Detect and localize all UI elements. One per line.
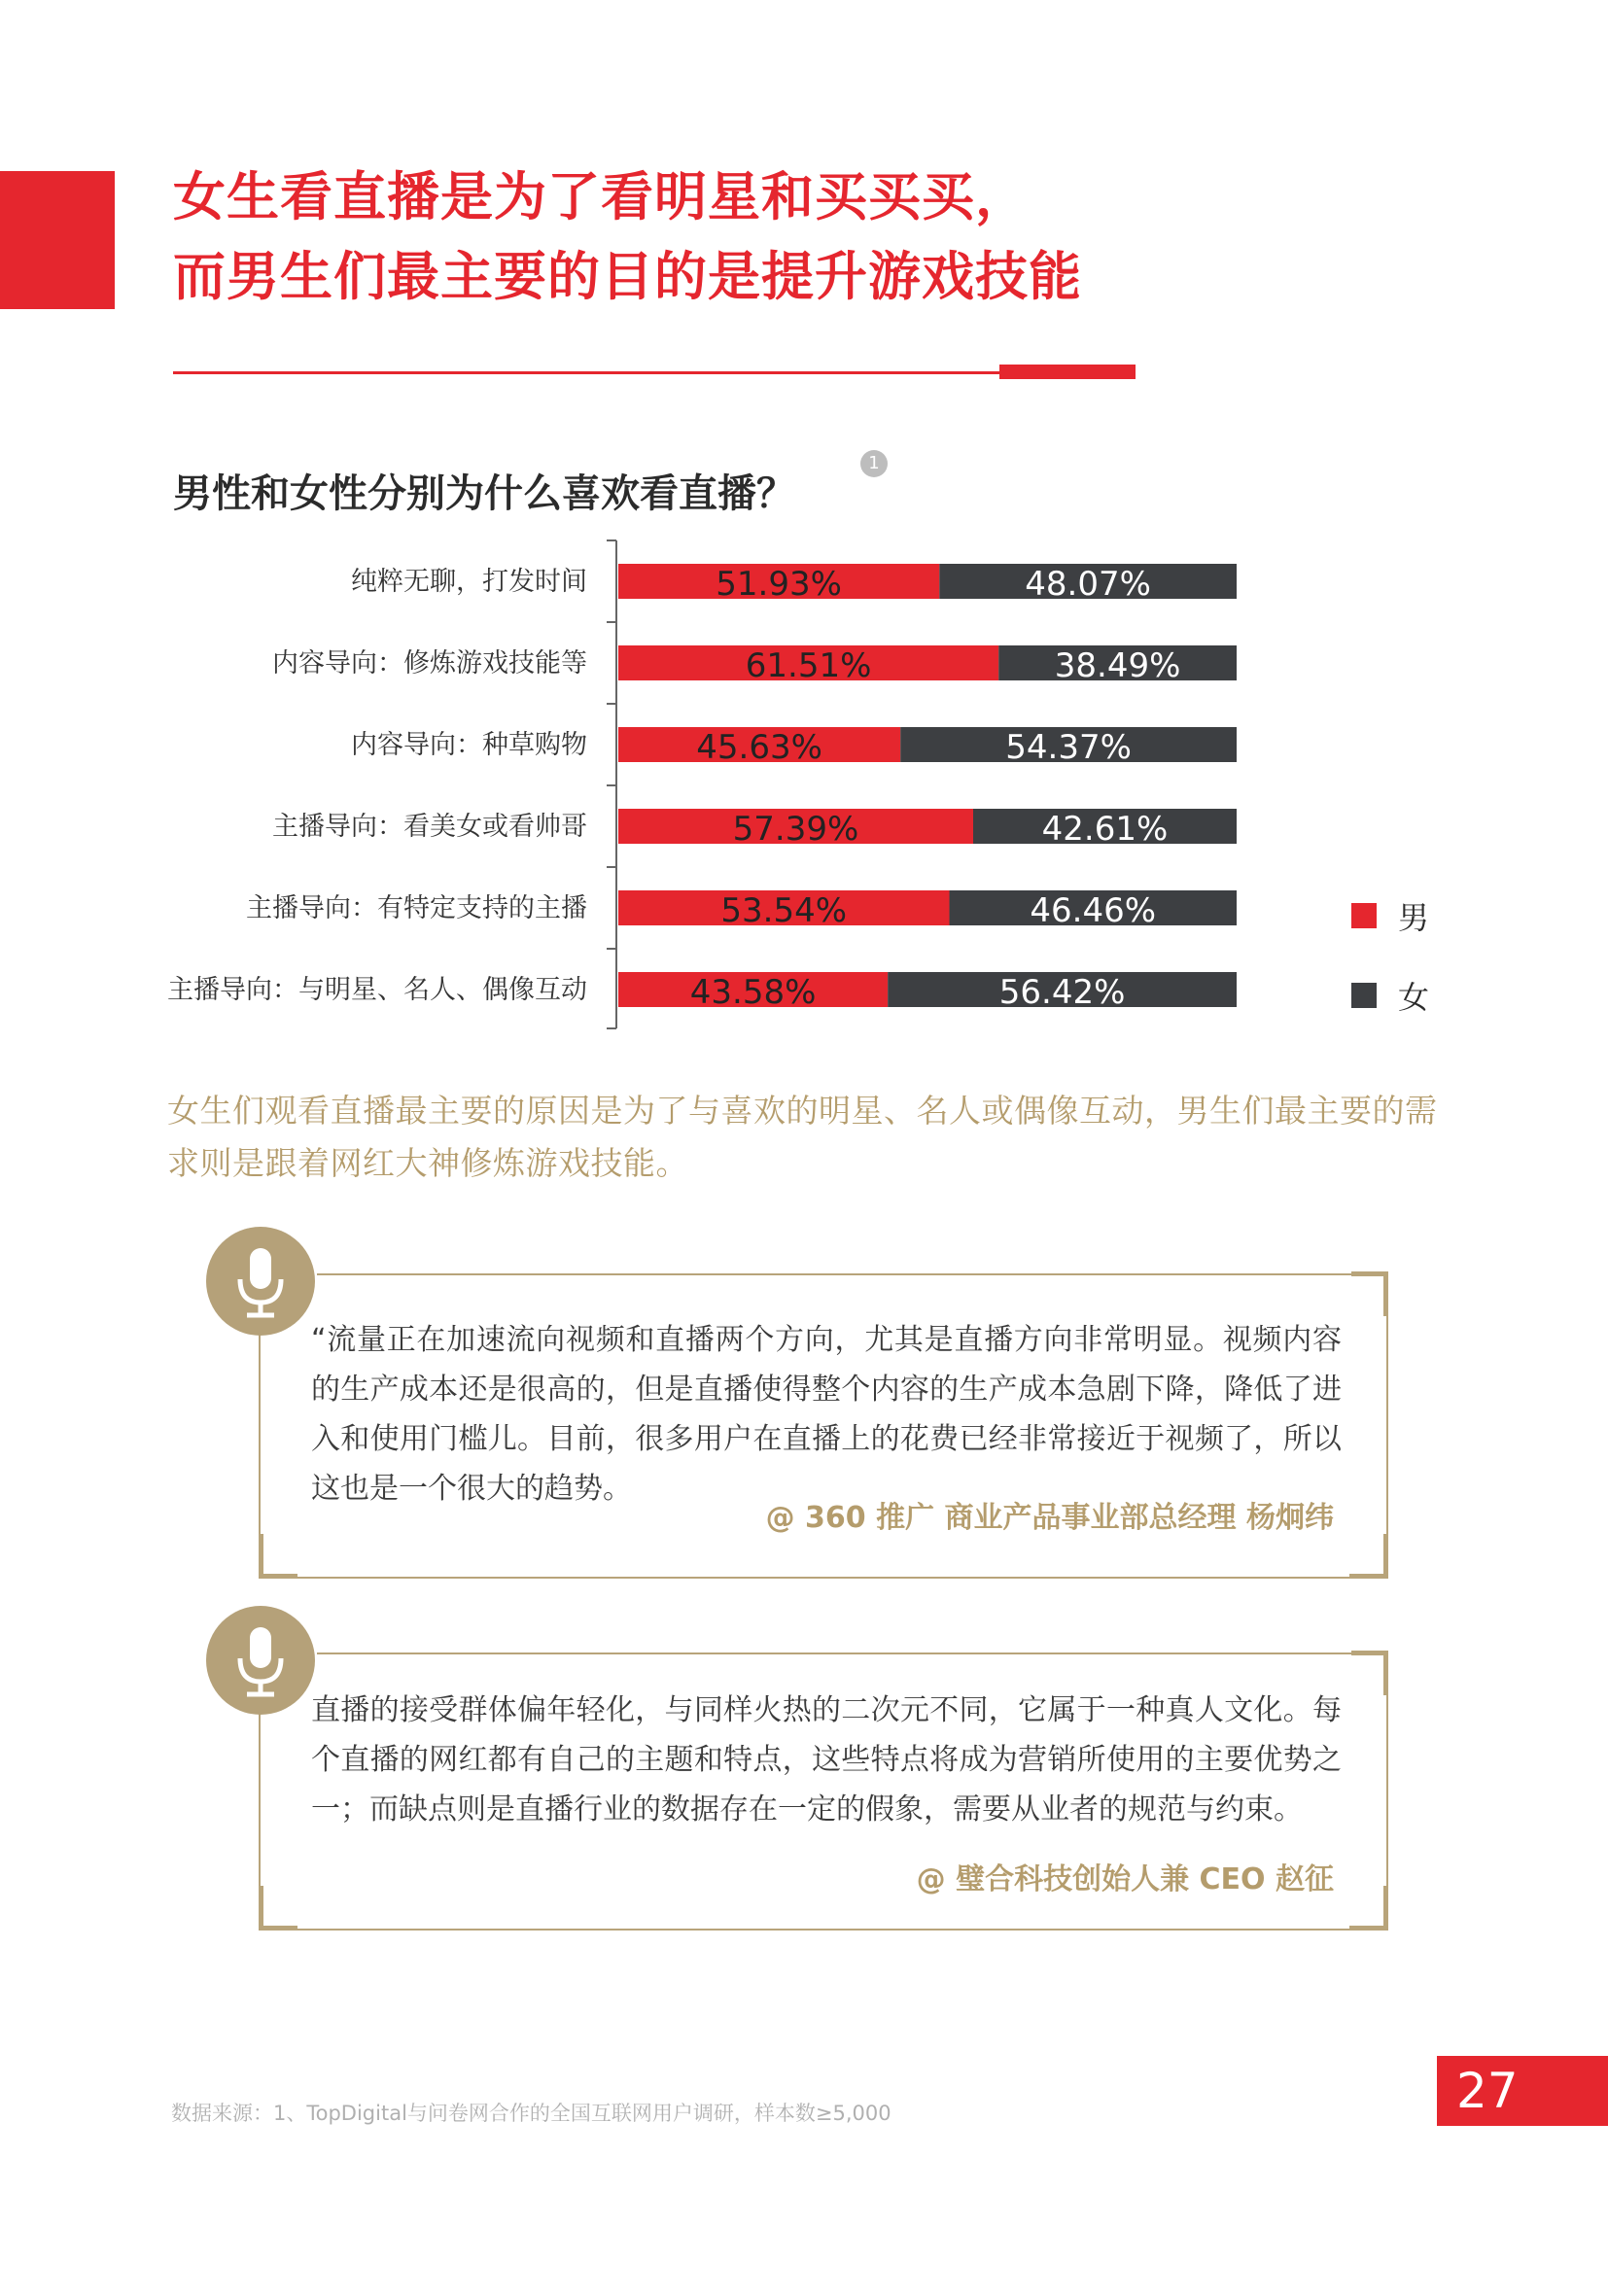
value-label-male: 51.93%: [716, 565, 842, 604]
category-label: 内容导向：种草购物: [351, 730, 587, 760]
title-divider: [173, 371, 999, 374]
value-label-female: 48.07%: [1025, 565, 1151, 604]
quote-text-1: “流量正在加速流向视频和直播两个方向，尤其是直播方向非常明显。视频内容的生产成本还是很高的，但是直播使得整个内容的生产成本急剧下降，降低了进入和使用门槛儿。目前，很多用户在直播上的花费已经非常接近于视频了，所以这也是一个很大的趋势。: [311, 1323, 1342, 1506]
category-label: 主播导向：看美女或看帅哥: [272, 812, 587, 842]
value-label-female: 54.37%: [1005, 728, 1132, 767]
value-label-male: 45.63%: [696, 728, 822, 767]
stacked-bar-chart: [0, 525, 1342, 1050]
page-title-line-1: 女生看直播是为了看明星和买买买，: [173, 166, 1029, 227]
page-title-line-2: 而男生们最主要的目的是提升游戏技能: [173, 246, 1082, 307]
data-source-note: 数据来源：1、TopDigital与问卷网合作的全国互联网用户调研，样本数≥5,000: [171, 2102, 891, 2125]
legend-item-male: [1351, 896, 1429, 935]
category-label: 纯粹无聊，打发时间: [351, 567, 587, 597]
footnote-marker: 1: [860, 450, 888, 477]
value-label-female: 56.42%: [998, 973, 1126, 1012]
quote-box-2: [259, 1606, 1388, 1931]
quote-author-1: @ 360 推广 商业产品事业部总经理 杨炯纬: [765, 1501, 1334, 1535]
value-label-male: 53.54%: [720, 891, 848, 930]
title-accent-block: [0, 171, 115, 309]
category-label: 主播导向：有特定支持的主播: [246, 893, 587, 923]
category-label: 内容导向：修炼游戏技能等: [272, 648, 587, 678]
value-label-female: 46.46%: [1030, 891, 1157, 930]
legend-label-male: 男: [1398, 899, 1430, 936]
legend-label-female: 女: [1398, 979, 1430, 1016]
title-divider-accent: [999, 365, 1136, 379]
chart-title: 男性和女性分别为什么喜欢看直播？: [173, 471, 795, 516]
legend-swatch-female: [1351, 983, 1377, 1008]
value-label-male: 43.58%: [689, 973, 817, 1012]
intro-paragraph: 女生们观看直播最主要的原因是为了与喜欢的明星、名人或偶像互动，男生们最主要的需求则是跟着网红大神修炼游戏技能。: [167, 1092, 1438, 1182]
microphone-icon: [206, 1227, 315, 1336]
value-label-female: 42.61%: [1041, 810, 1169, 849]
quote-author-2: @ 璧合科技创始人兼 CEO 赵征: [916, 1862, 1334, 1896]
category-label: 主播导向：与明星、名人、偶像互动: [167, 975, 587, 1005]
legend-swatch-male: [1351, 903, 1377, 928]
legend-item-female: [1351, 976, 1429, 1015]
value-label-male: 57.39%: [732, 810, 859, 849]
quote-box-1: [259, 1227, 1388, 1579]
value-label-male: 61.51%: [745, 646, 872, 685]
value-label-female: 38.49%: [1054, 646, 1181, 685]
page-number: 27: [1437, 2056, 1608, 2126]
microphone-icon: [206, 1606, 315, 1715]
quote-text-2: 直播的接受群体偏年轻化，与同样火热的二次元不同，它属于一种真人文化。每个直播的网红都有自己的主题和特点，这些特点将成为营销所使用的主要优势之一；而缺点则是直播行业的数据存在一定的假象，需要从业者的规范与约束。: [311, 1693, 1342, 1826]
